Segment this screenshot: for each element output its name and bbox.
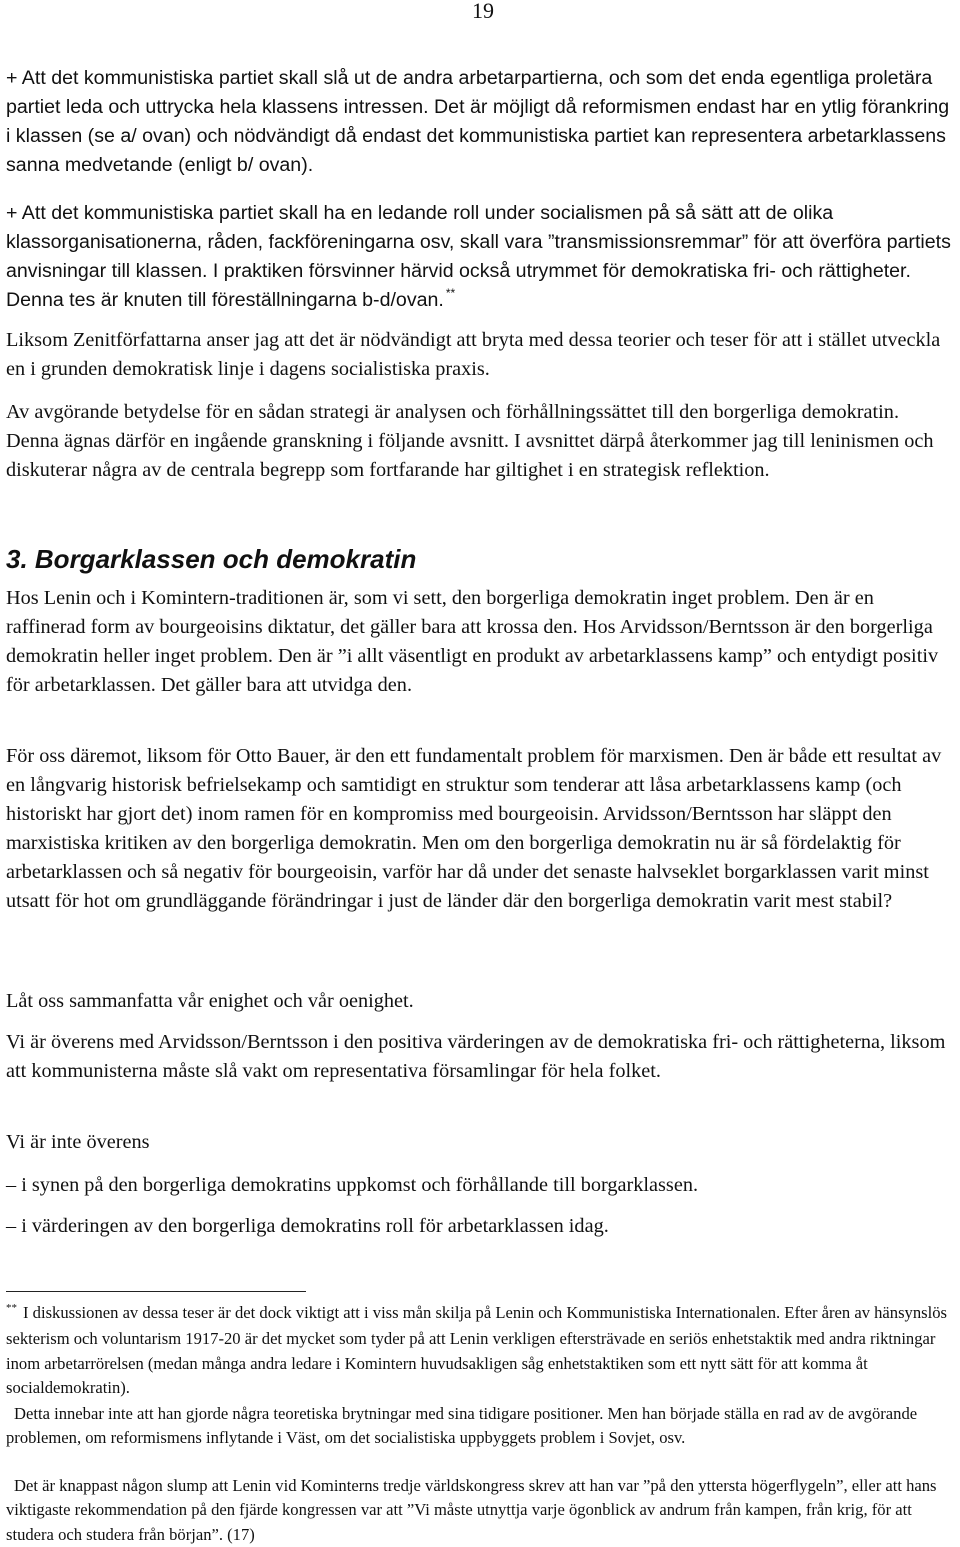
paragraph-thesis-one: + Att det kommunistiska partiet skall slå ut de andra arbetarpartierna, och som det enda egentliga proletära partiet leda och uttrycka hela klassens intressen. Det är möjligt då reformismen endast har en ytlig förankring i klassen (se a/ ovan) och nödvändigt då endast det kommunistiska partiet kan representera arbetarklassens sanna medvetande (enligt b/ ovan). [6,67,950,176]
paragraph-strategy: Av avgörande betydelse för en sådan strategi är analysen och förhållningssättet till den borgerliga demokratin. Denna ägnas därför en ingående granskning i följande avsnitt. I avsnittet därpå återkommer jag till leninismen och diskuterar några av de centrala begrepp som fortfarande har giltighet i en strategisk reflektion. [6,401,934,481]
paragraph-thesis-two-text: + Att det kommunistiska partiet skall ha en ledande roll under socialismen på så sätt att de olika klassorganisationerna, råden, fackföreningarna osv, skall vara ”transmissionsremmar” för att överföra partiets anvisningar till klassen. I praktiken försvinner härvid också utrymmet för demokratiska fri- och rättigheter. Denna tes är knuten till föreställningarna b-d/ovan. [6,202,951,311]
paragraph-disagreement-intro: Vi är inte överens [6,1131,150,1153]
list-item-disagreement-one: – i synen på den borgerliga demokratins uppkomst och förhållande till borgarklassen. [6,1174,699,1196]
footnote-paragraph-three: Det är knappast någon slump att Lenin vid Kominterns tredje världskongress skrev att han var ”på den yttersta högerflygeln”, eller att hans viktigaste rekommendation på den fjärde kongressen var att ”Vi måste utnyttja varje ögonblick av andrum från kampen, från krig, för att studera och studera från början”. (17) [6,1476,937,1544]
paragraph-summary-intro: Låt oss sammanfatta vår enighet och vår oenighet. [6,990,414,1012]
paragraph-lenin-komintern: Hos Lenin och i Komintern-traditionen är, som vi sett, den borgerliga demokratin inget problem. Den är en raffinerad form av bourgeoisins diktatur, det gäller bara att krossa den. Hos Arvidsson/Berntsson är den borgerliga demokratin heller inget problem. Den är ”i allt väsentligt en produkt av arbetarklassens kamp” och entydigt positiv för arbetarklassen. Det gäller bara att utvidga den. [6,587,939,696]
paragraph-agreement: Vi är överens med Arvidsson/Berntsson i den positiva värderingen av de demokratiska fri- och rättigheterna, liksom att kommunisterna måste slå vakt om representativa församlingar för hela folket. [6,1031,946,1082]
paragraph-thesis-two [6,199,954,317]
page-number: 19 [472,0,494,23]
footnote-text-one: I diskussionen av dessa teser är det dock viktigt att i viss mån skilja på Lenin och Kommunistiska Internationalen. Efter åren av hänsynslös sekterism och voluntarism 1917-20 är det mycket som tyder på att Lenin verkligen eftersträvade en seriös enhetstaktik med andra riktningar inom arbetarrörelsen (medan många andra ledare i Komintern huvudsakligen såg enhetstaktiken som ett nytt sätt för att komma åt socialdemokratin). [6,1303,947,1397]
paragraph-otto-bauer: För oss däremot, liksom för Otto Bauer, är den ett fundamentalt problem för marxismen. Den är både ett resultat av en långvarig historisk befrielsekamp och samtidigt en struktur som tenderar att låsa arbetarklassens kamp (och historiskt har gjort det) inom ramen för en kompromiss med bourgeoisin. Arvidsson/Berntsson har släppt den marxistiska kritiken av den borgerliga demokratin. Men om den borgerliga demokratin nu är så fördelaktig för arbetarklassen och så negativ för bourgeoisin, varför har då under det senaste halvseklet borgarklassen varit minst utsatt för hot om grundläggande förändringar i just de länder där den borgerliga demokratin varit mest stabil? [6,745,942,912]
list-item-disagreement-two: – i värderingen av den borgerliga demokratins roll för arbetarklassen idag. [6,1215,609,1237]
paragraph-zenit: Liksom Zenitförfattarna anser jag att det är nödvändigt att bryta med dessa teorier och teser för att i stället utveckla en i grunden demokratisk linje i dagens socialistiska praxis. [6,329,941,380]
footnote-divider [6,1291,306,1292]
footnote-reference-mark[interactable]: ** [445,286,456,300]
footnote-paragraph-two: Detta innebar inte att han gjorde några teoretiska brytningar med sina tidigare positioner. Men han började ställa en rad av de avgörande problemen, om reformismens inflytande i Väst, om det socialistiska uppbyggets problem i Sovjet, osv. [6,1404,918,1448]
footnote-mark: ** [6,1302,17,1314]
section-heading: 3. Borgarklassen och demokratin [6,544,417,574]
footnote-paragraph-one [6,1301,954,1400]
